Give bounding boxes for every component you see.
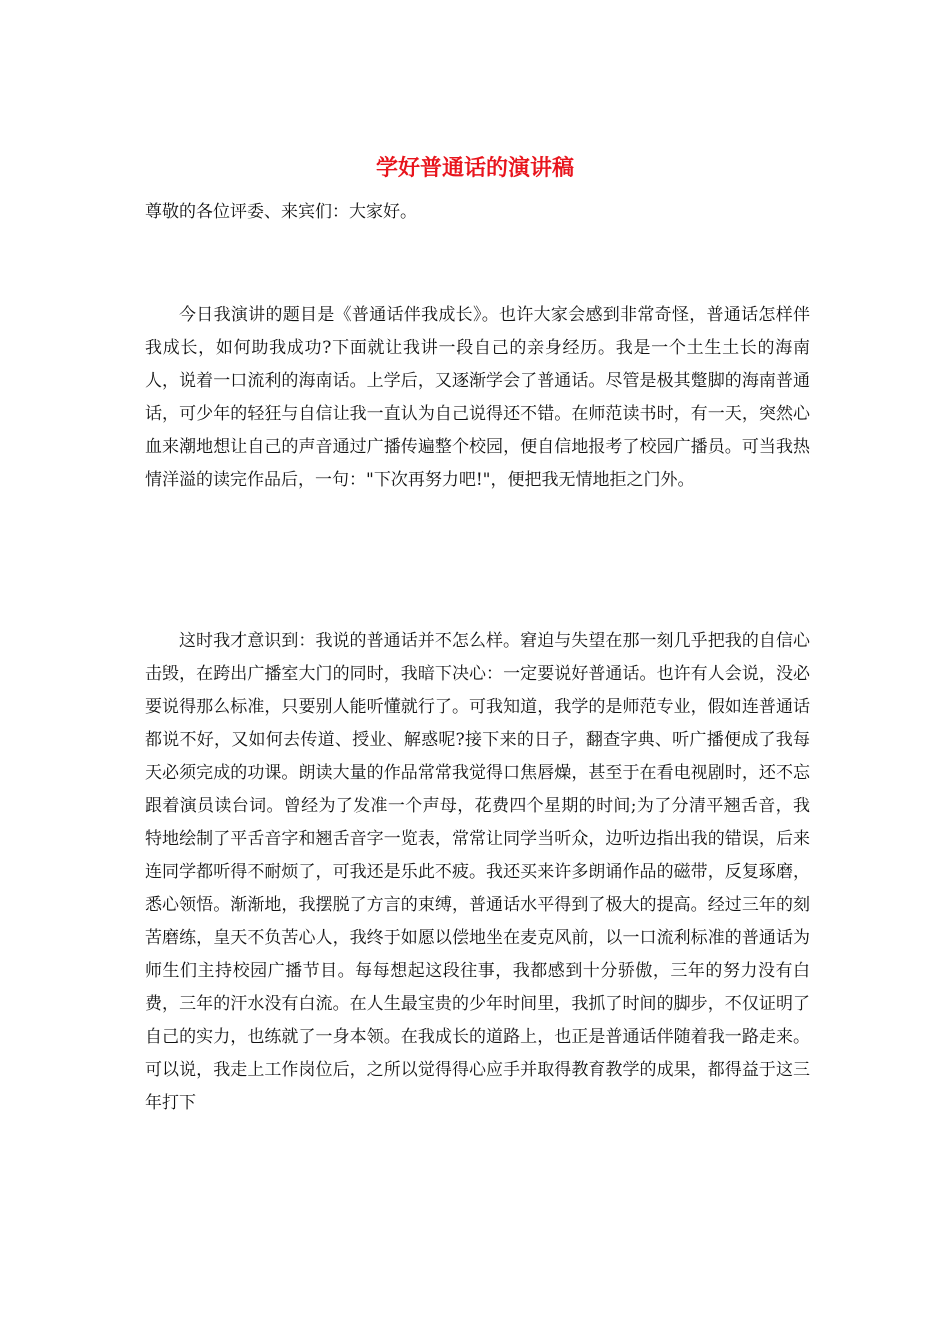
paragraph-2: 这时我才意识到：我说的普通话并不怎么样。窘迫与失望在那一刻几乎把我的自信心击毁，在跨出广播室大门的同时，我暗下决心：一定要说好普通话。也许有人会说，没必要说得那么标准，只要别人能听懂就行了。可我知道，我学的是师范专业，假如连普通话都说不好，又如何去传道、授业、解惑呢?接下来的日子，翻查字典、听广播便成了我每天必须完成的功课。朗读大量的作品常常我觉得口焦唇燥，甚至于在看电视剧时，还不忘跟着演员读台词。曾经为了发准一个声母，花费四个星期的时间;为了分清平翘舌音，我特地绘制了平舌音字和翘舌音字一览表，常常让同学当听众，边听边指出我的错误，后来连同学都听得不耐烦了，可我还是乐此不疲。我还买来许多朗诵作品的磁带，反复琢磨，悉心领悟。渐渐地，我摆脱了方言的束缚，普通话水平得到了极大的提高。经过三年的刻苦磨练，皇天不负苦心人，我终于如愿以偿地坐在麦克风前，以一口流利标准的普通话为师生们主持校园广播节目。每每想起这段往事，我都感到十分骄傲，三年的努力没有白费，三年的汗水没有白流。在人生最宝贵的少年时间里，我抓了时间的脚步，不仅证明了自己的实力，也练就了一身本领。在我成长的道路上，也正是普通话伴随着我一路走来。可以说，我走上工作岗位后，之所以觉得得心应手并取得教育教学的成果，都得益于这三年打下 xyxy=(145,631,810,1113)
paragraph-1: 今日我演讲的题目是《普通话伴我成长》。也许大家会感到非常奇怪，普通话怎样伴我成长，如何助我成功?下面就让我讲一段自己的亲身经历。我是一个土生土长的海南人，说着一口流利的海南话。上学后，又逐渐学会了普通话。尽管是极其蹩脚的海南普通话，可少年的轻狂与自信让我一直认为自己说得还不错。在师范读书时，有一天，突然心血来潮地想让自己的声音通过广播传遍整个校园，便自信地报考了校园广播员。可当我热情洋溢的读完作品后，一句："下次再努力吧!"，便把我无情地拒之门外。 xyxy=(145,305,810,490)
document-title: 学好普通话的演讲稿 xyxy=(375,155,574,181)
greeting-line: 尊敬的各位评委、来宾们：大家好。 xyxy=(145,202,417,222)
